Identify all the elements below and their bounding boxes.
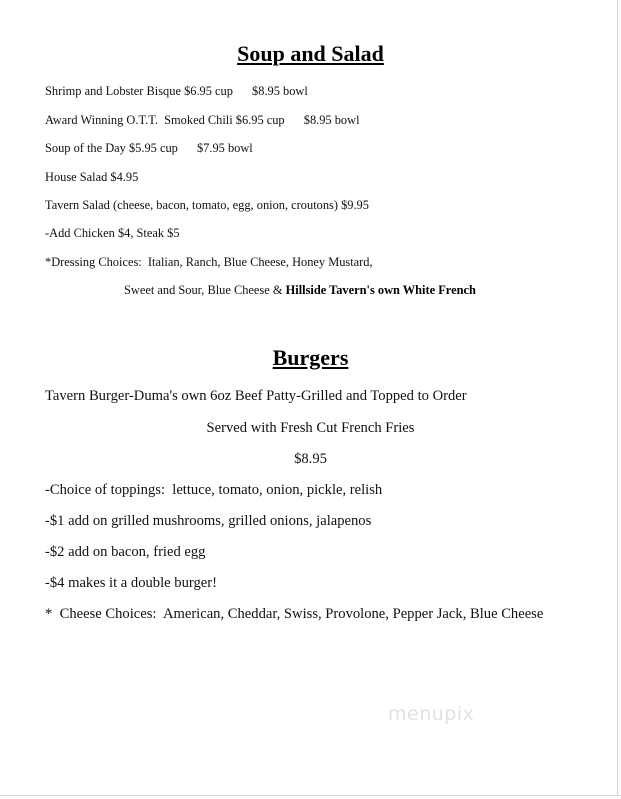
addon-2-dollar: -$2 add on bacon, fried egg <box>45 544 206 560</box>
dressing-choices-line2 <box>124 283 476 298</box>
item-name: Shrimp and Lobster Bisque <box>45 84 181 98</box>
item-name: Soup of the Day <box>45 141 126 155</box>
item-price-cup: $6.95 cup <box>235 113 285 127</box>
item-price-cup: $6.95 cup <box>184 84 233 98</box>
burger-description: Tavern Burger-Duma's own 6oz Beef Patty-Grilled and Topped to Order <box>45 388 467 404</box>
item-price-bowl: $7.95 bowl <box>196 141 253 155</box>
menu-item-soup-of-day <box>45 141 253 156</box>
dressing-choices-line1: *Dressing Choices: Italian, Ranch, Blue Cheese, Honey Mustard, <box>45 255 373 269</box>
toppings-choices: -Choice of toppings: lettuce, tomato, onion, pickle, relish <box>45 482 383 498</box>
house-dressing: Hillside Tavern's own White French <box>285 283 476 297</box>
burger-price: $8.95 <box>294 451 327 467</box>
page-edge-right <box>617 0 618 795</box>
menu-item-tavern-salad: Tavern Salad (cheese, bacon, tomato, egg, onion, croutons) $9.95 <box>45 198 369 212</box>
addon-1-dollar: -$1 add on grilled mushrooms, grilled onions, jalapenos <box>45 513 372 529</box>
menu-item-house-salad: House Salad $4.95 <box>45 170 139 184</box>
dressing-list: Sweet and Sour, Blue Cheese & <box>124 283 283 297</box>
item-price-cup: $5.95 cup <box>128 141 178 155</box>
cheese-choices: * Cheese Choices: American, Cheddar, Swiss, Provolone, Pepper Jack, Blue Cheese <box>45 606 544 622</box>
item-price-bowl: $8.95 bowl <box>252 84 308 98</box>
soup-salad-heading: Soup and Salad <box>237 41 384 66</box>
add-protein-note: -Add Chicken $4, Steak $5 <box>45 226 180 240</box>
menu-item-chili <box>45 113 360 128</box>
item-name: Award Winning O.T.T. Smoked Chili <box>45 113 233 127</box>
menu-item-bisque <box>45 84 308 99</box>
item-price-bowl: $8.95 bowl <box>303 113 360 127</box>
burger-side: Served with Fresh Cut French Fries <box>206 420 415 436</box>
burgers-heading: Burgers <box>272 345 349 370</box>
addon-4-dollar: -$4 makes it a double burger! <box>45 575 217 591</box>
menupix-watermark: menupix <box>388 703 475 725</box>
page-edge-bottom <box>0 795 621 796</box>
